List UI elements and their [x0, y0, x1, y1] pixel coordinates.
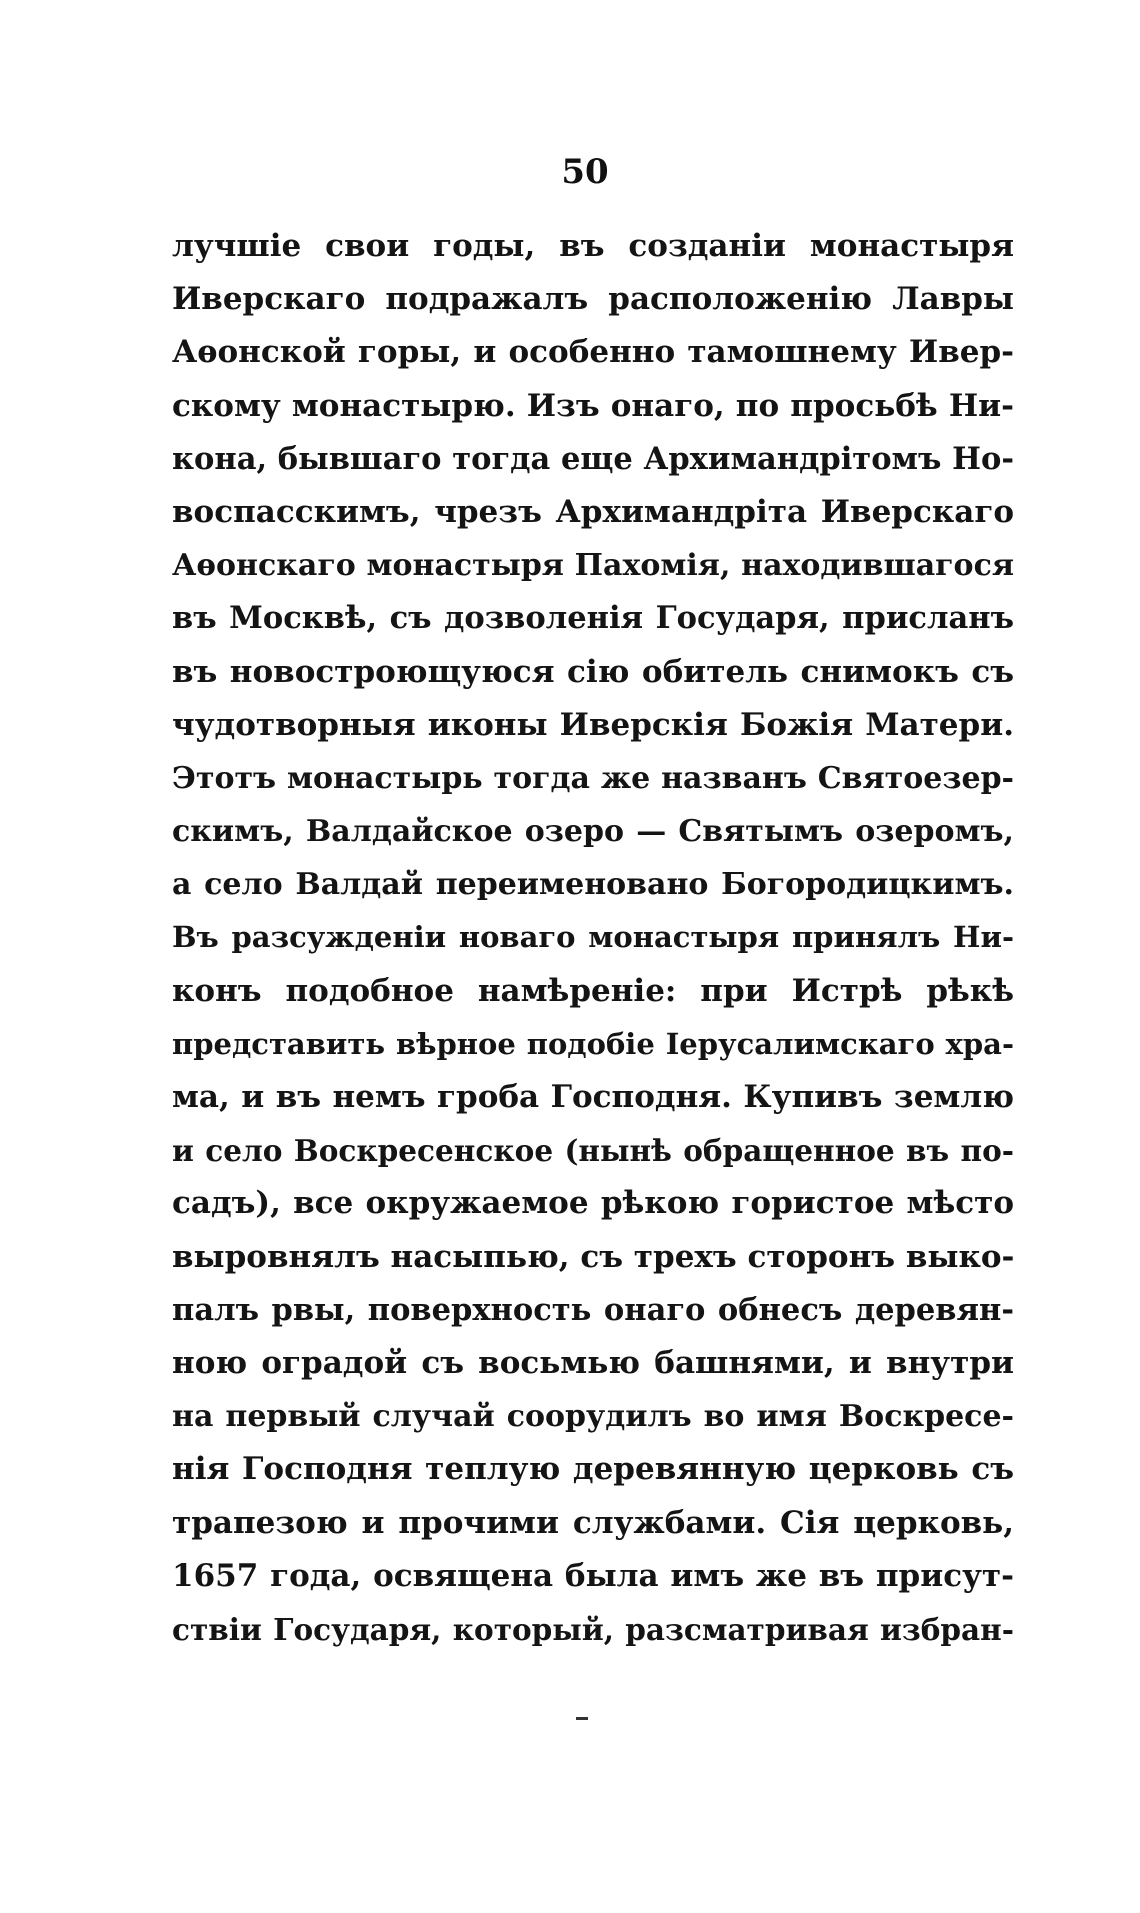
text-line: а село Валдай переименовано Богородицкимъ.	[172, 867, 1014, 903]
text-line: Въ разсужденіи новаго монастыря принялъ Ни-	[172, 920, 1014, 955]
text-line: Иверскаго подражалъ расположенію Лавры	[172, 281, 1014, 318]
text-line: воспасскимъ, чрезъ Архимандріта Иверскаго	[172, 493, 1014, 530]
text-line: Аѳонскаго монастыря Пахомія, находившагося	[172, 548, 1014, 584]
text-line: ствіи Государя, который, разсматривая избран-	[172, 1611, 1014, 1647]
text-line: кона, бывшаго тогда еще Архимандрітомъ Но-	[172, 440, 1014, 477]
text-line: конъ подобное намѣреніе: при Истрѣ рѣкѣ	[172, 972, 1014, 1009]
text-line: скимъ, Валдайское озеро — Святымъ озеромъ,	[172, 814, 1014, 850]
text-line: Этотъ монастырь тогда же названъ Святоезер-	[172, 760, 1014, 796]
text-line: и село Воскресенское (нынѣ обращенное въ по-	[172, 1133, 1014, 1169]
text-line: палъ рвы, поверхность онаго обнесъ деревян-	[172, 1291, 1014, 1328]
text-line: трапезою и прочими службами. Сія церковь,	[172, 1504, 1014, 1541]
text-line: чудотворныя иконы Иверскія Божія Матери.	[172, 706, 1014, 743]
text-line: лучшіе свои годы, въ созданіи монастыря	[172, 228, 1014, 264]
text-line: Аѳонской горы, и особенно тамошнему Ивер-	[172, 334, 1014, 371]
page-footer-dash	[576, 1717, 588, 1720]
text-line: въ Москвѣ, съ дозволенія Государя, присланъ	[172, 600, 1014, 637]
text-line: 1657 года, освящена была имъ же въ присут-	[172, 1557, 1014, 1594]
body-text	[172, 220, 1014, 1656]
text-line: садъ), все окружаемое рѣкою гористое мѣсто	[172, 1185, 1014, 1222]
text-line: нія Господня теплую деревянную церковь съ	[172, 1451, 1014, 1488]
text-line: ма, и въ немъ гроба Господня. Купивъ землю	[172, 1079, 1014, 1115]
text-line: выровнялъ насыпью, съ трехъ сторонъ выко-	[172, 1238, 1014, 1275]
text-line: скому монастырю. Изъ онаго, по просьбѣ Ни-	[172, 387, 1014, 424]
text-line: ною оградой съ восьмью башнями, и внутри	[172, 1344, 1014, 1381]
text-line: въ новостроющуюся сію обитель снимокъ съ	[172, 653, 1014, 690]
page-number: 50	[561, 152, 609, 192]
text-line: представить вѣрное подобіе Іерусалимскаго хра-	[172, 1026, 1014, 1061]
text-line: на первый случай соорудилъ во имя Воскресе-	[172, 1399, 1014, 1435]
